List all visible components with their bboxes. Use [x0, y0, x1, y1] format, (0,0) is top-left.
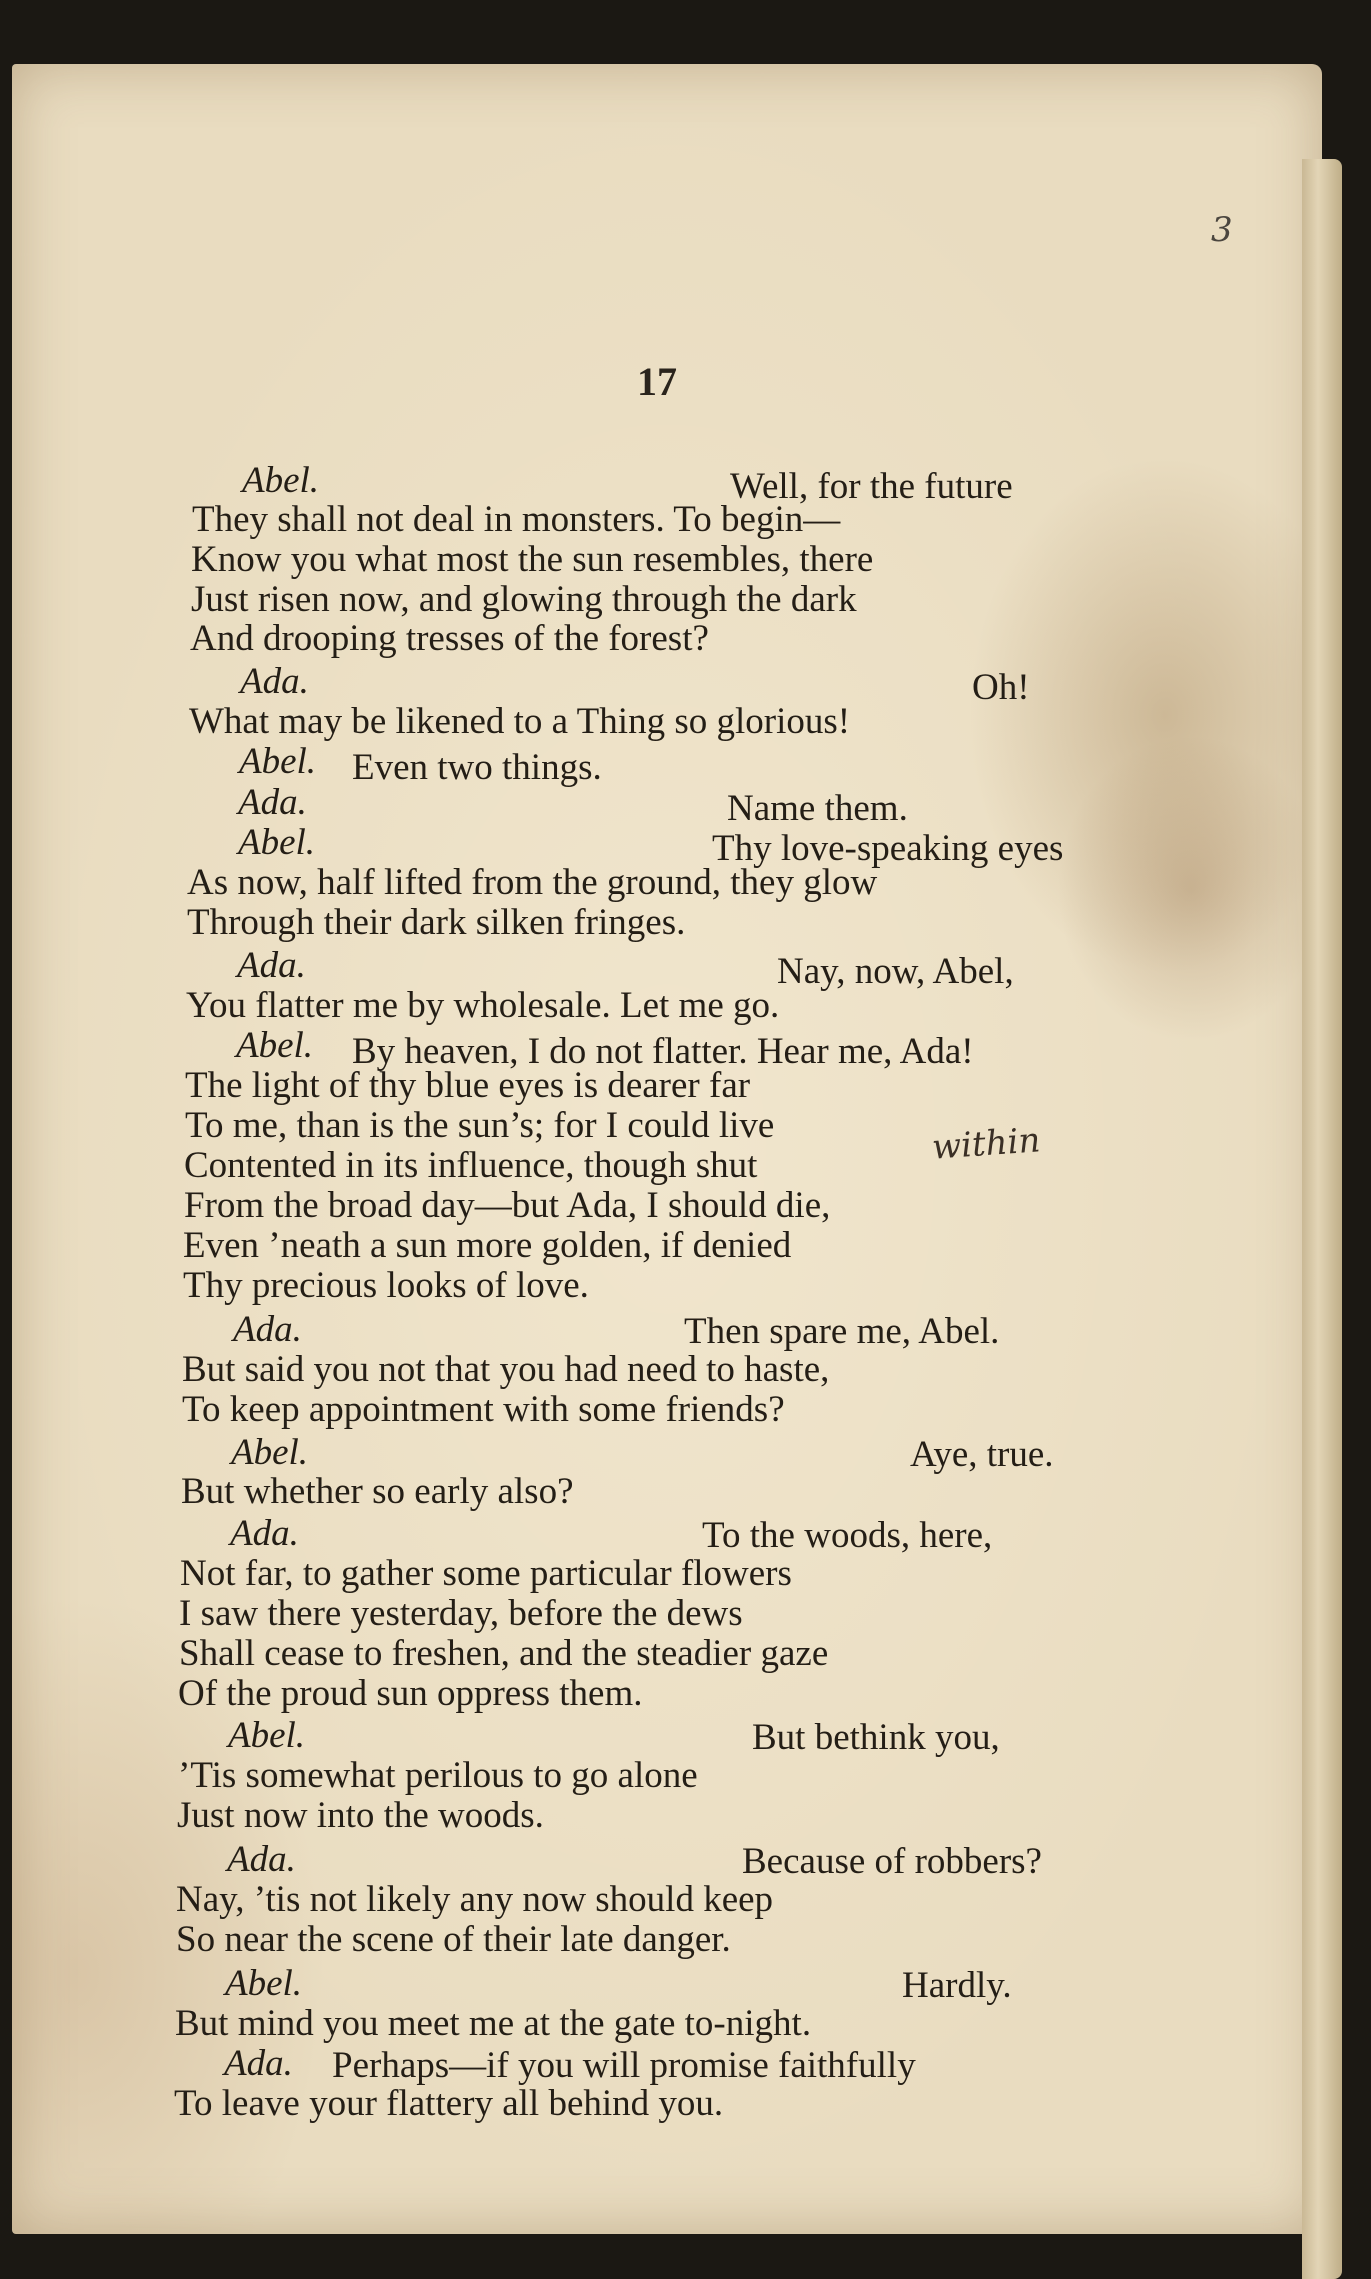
margin-annotation: within — [930, 1120, 1042, 1168]
speaker-label: Ada. — [227, 1839, 296, 1880]
verse-line: Shall cease to freshen, and the steadier gaze — [179, 1633, 829, 1674]
verse-line: Of the proud sun oppress them. — [178, 1673, 643, 1714]
speech-line: Then spare me, Abel. — [684, 1311, 1000, 1352]
speech-line: Thy love-speaking eyes — [712, 828, 1064, 869]
verse-line: They shall not deal in monsters. To begin— — [192, 499, 841, 540]
verse-line: And drooping tresses of the forest? — [190, 618, 709, 659]
verse-line: But mind you meet me at the gate to-night. — [175, 2003, 812, 2044]
speech-line: Nay, now, Abel, — [777, 951, 1014, 992]
speech-line: Well, for the future — [730, 466, 1013, 507]
verse-line: ’Tis somewhat perilous to go alone — [178, 1755, 698, 1796]
speech-line: But bethink you, — [752, 1717, 1000, 1758]
verse-line: Through their dark silken fringes. — [187, 902, 686, 943]
speaker-label: Abel. — [242, 460, 320, 501]
speech-line: Name them. — [727, 788, 908, 829]
verse-line: The light of thy blue eyes is dearer far — [185, 1065, 751, 1106]
verse-line: I saw there yesterday, before the dews — [179, 1593, 743, 1634]
verse-line: As now, half lifted from the ground, they glow — [187, 862, 878, 903]
verse-line: From the broad day—but Ada, I should die, — [184, 1185, 831, 1226]
speech-line: Hardly. — [902, 1965, 1012, 2006]
verse-line: Nay, ’tis not likely any now should keep — [176, 1879, 774, 1920]
verse-line: But whether so early also? — [181, 1471, 574, 1512]
speaker-label: Abel. — [238, 822, 316, 863]
verse-line: Just risen now, and glowing through the dark — [191, 579, 857, 620]
verse-line: You flatter me by wholesale. Let me go. — [186, 985, 780, 1026]
speech-line: To the woods, here, — [702, 1515, 993, 1556]
speech-line: Because of robbers? — [742, 1841, 1042, 1882]
speaker-label: Abel. — [228, 1715, 306, 1756]
play-text — [12, 64, 1322, 2234]
speaker-label: Ada. — [238, 782, 307, 823]
book-page — [12, 64, 1322, 2234]
speaker-label: Ada. — [224, 2043, 293, 2084]
speaker-label: Abel. — [236, 1025, 314, 1066]
verse-line: To me, than is the sun’s; for I could live — [185, 1105, 775, 1146]
speech-line: Perhaps—if you will promise faithfully — [332, 2045, 916, 2086]
speech-line: By heaven, I do not flatter. Hear me, Ada! — [352, 1031, 974, 1072]
printed-page-number: 17 — [637, 359, 677, 404]
speech-line: Oh! — [972, 667, 1030, 708]
verse-line: To leave your flattery all behind you. — [174, 2083, 724, 2124]
pencil-page-number: 3 — [1211, 210, 1233, 250]
speaker-label: Abel. — [231, 1432, 309, 1473]
verse-line: Contented in its influence, though shut — [184, 1145, 758, 1186]
speaker-label: Ada. — [230, 1513, 299, 1554]
speech-line: Even two things. — [352, 747, 602, 788]
verse-line: Know you what most the sun resembles, there — [191, 539, 874, 580]
verse-line: So near the scene of their late danger. — [176, 1919, 731, 1960]
verse-line: To keep appointment with some friends? — [182, 1389, 785, 1430]
verse-line: Just now into the woods. — [177, 1795, 544, 1836]
speaker-label: Abel. — [239, 741, 317, 782]
speaker-label: Abel. — [225, 1963, 303, 2004]
speaker-label: Ada. — [233, 1309, 302, 1350]
speech-line: Aye, true. — [910, 1434, 1054, 1475]
verse-line: Not far, to gather some particular flowers — [180, 1553, 792, 1594]
speaker-label: Ada. — [240, 661, 309, 702]
speaker-label: Ada. — [237, 945, 306, 986]
verse-line: Even ’neath a sun more golden, if denied — [183, 1225, 792, 1266]
verse-line: But said you not that you had need to haste, — [182, 1349, 830, 1390]
verse-line: Thy precious looks of love. — [183, 1265, 589, 1306]
verse-line: What may be likened to a Thing so glorious! — [189, 701, 851, 742]
